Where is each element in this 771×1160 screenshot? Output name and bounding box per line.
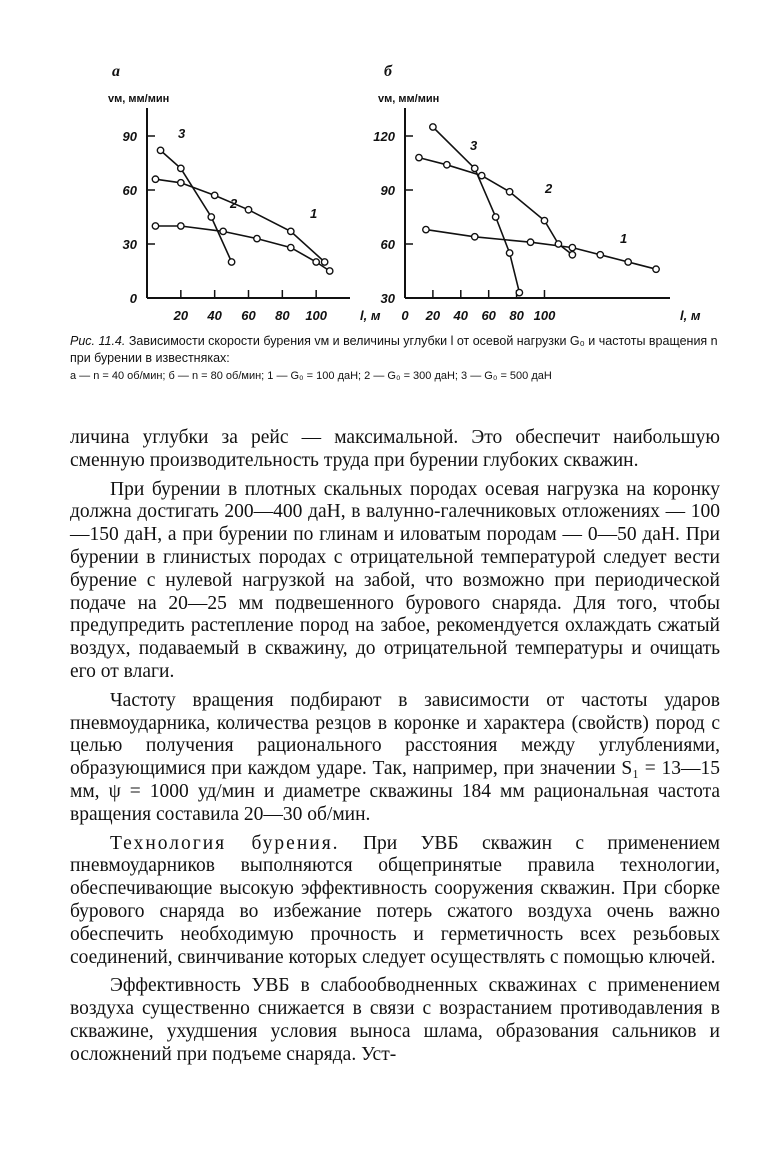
y-tick-label: 60 <box>122 183 137 198</box>
paragraph-4-text: При УВБ скважин с применением пневмоударников выполняются общепринятые правила технологии, обеспечивающие высокую эффективность сооружения скважин. При сборке бурового снаряда во избежание потерь сжатого воздуха очень важно обеспечить необходимую прочность и герметичность всех резьбовых соединений, свинчивание которых следует осуществлять с помощью ключей. <box>70 832 720 968</box>
data-point <box>444 162 450 168</box>
series-label-3: 3 <box>470 138 478 153</box>
series-label-1: 1 <box>620 231 628 246</box>
data-point <box>541 217 547 223</box>
y-tick-label: 0 <box>129 291 137 306</box>
figure-chart <box>60 58 720 333</box>
x-tick-label: 40 <box>207 308 222 323</box>
data-point <box>327 268 333 274</box>
x-tick-label: 20 <box>173 308 189 323</box>
data-point <box>313 259 319 265</box>
y-tick-label: 120 <box>373 129 395 144</box>
data-point <box>492 214 498 220</box>
ylabel-a: vм, мм/мин <box>108 93 170 105</box>
x-axis-label: l, м <box>680 308 701 323</box>
data-point <box>569 244 575 250</box>
x-tick-label: 40 <box>453 308 469 323</box>
section-heading: Технология бурения. <box>110 832 340 854</box>
series-label-1: 1 <box>310 206 318 221</box>
data-point <box>211 192 217 198</box>
series-line-2 <box>156 179 325 262</box>
x-tick-label: 80 <box>275 308 290 323</box>
data-point <box>527 239 533 245</box>
series-label-2: 2 <box>545 181 553 196</box>
figure <box>60 58 720 348</box>
panel-letter-b: б <box>384 63 392 80</box>
series-line-3 <box>161 150 232 262</box>
panel-letter-a: а <box>112 63 120 80</box>
data-point <box>472 234 478 240</box>
data-point <box>430 124 436 130</box>
data-point <box>516 289 522 295</box>
data-point <box>178 180 184 186</box>
x-tick-label: 60 <box>481 308 496 323</box>
data-point <box>569 252 575 258</box>
data-point <box>555 241 561 247</box>
data-point <box>288 244 294 250</box>
caption-text: Зависимости скорости бурения vм и величины углубки l от осевой нагрузки G₀ и частоты вращения n при бурении в известняках: <box>70 334 718 365</box>
series-label-3: 3 <box>178 126 186 141</box>
x-tick-label: 80 <box>509 308 524 323</box>
data-point <box>472 165 478 171</box>
x-tick-label: 100 <box>533 308 556 323</box>
y-tick-label: 90 <box>380 183 395 198</box>
y-tick-label: 30 <box>122 237 137 252</box>
data-point <box>416 154 422 160</box>
data-point <box>597 252 603 258</box>
paragraph-4 <box>70 833 720 970</box>
ylabel-b: vм, мм/мин <box>378 93 440 105</box>
data-point <box>220 228 226 234</box>
data-point <box>625 259 631 265</box>
paragraph-5: Эффективность УВБ в слабообводненных скважинах с применением воздуха существенно снижается в связи с возрастанием противодавления в скважине, ухудшения условия выноса шлама, образования сальников и осложнений при подъеме снаряда. Уст- <box>70 975 720 1065</box>
data-point <box>423 226 429 232</box>
data-point <box>178 165 184 171</box>
caption-legend: а — n = 40 об/мин; б — n = 80 об/мин; 1 — G₀ = 100 даН; 2 — G₀ = 300 даН; 3 — G₀ = 500 даН <box>70 370 552 382</box>
data-point <box>208 214 214 220</box>
x-tick-label: 60 <box>241 308 256 323</box>
body-text <box>70 427 720 1067</box>
caption-title: Рис. 11.4. <box>70 334 126 348</box>
data-point <box>152 176 158 182</box>
y-tick-label: 60 <box>380 237 395 252</box>
x-tick-label: 20 <box>425 308 441 323</box>
data-point <box>245 207 251 213</box>
paragraph-1: личина углубки за рейс — максимальной. Это обеспечит наибольшую сменную производительность труда при бурении глубоких скважин. <box>70 427 720 471</box>
x-axis-label: l, м <box>360 308 381 323</box>
data-point <box>288 228 294 234</box>
data-point <box>178 223 184 229</box>
data-point <box>506 250 512 256</box>
y-tick-label: 90 <box>122 129 137 144</box>
x-tick-label: 100 <box>305 308 328 323</box>
paragraph-2: При бурении в плотных скальных породах осевая нагрузка на коронку должна достигать 200—400 даН, в валунно-галечниковых отложениях — 100—150 даН, а при бурении по глинам и иловатым породам — 0—50 даН. При бурении в глинистых породах с отрицательной температурой следует вести бурение с нулевой нагрузкой на забой, что возможно при периодической подаче на 20—25 мм подвешенного бурового снаряда. Для того, чтобы предупредить растепление пород на забое, рекомендуется охлаждать сжатый воздух, подаваемый в скважину, до отрицательной температуры и очищать его от влаги. <box>70 478 720 682</box>
data-point <box>321 259 327 265</box>
data-point <box>152 223 158 229</box>
data-point <box>157 147 163 153</box>
x-tick-label: 0 <box>401 308 409 323</box>
data-point <box>506 189 512 195</box>
series-line-1 <box>156 226 330 271</box>
data-point <box>254 235 260 241</box>
series-label-2: 2 <box>230 196 238 211</box>
y-tick-label: 30 <box>380 291 395 306</box>
series-line-2 <box>419 158 573 255</box>
data-point <box>228 259 234 265</box>
data-point <box>653 266 659 272</box>
figure-caption <box>70 333 720 385</box>
paragraph-3: Частоту вращения подбирают в зависимости от частоты ударов пневмоударника, количества резцов в коронке и характера (свойств) пород с целью получения рационального расстояния между углублениями, образующимися при каждом ударе. Так, например, при значении S₁ = 13—15 мм, ψ = 1000 уд/мин и диаметре скважины 184 мм рациональная частота вращения составила 20—30 об/мин. <box>70 689 720 825</box>
